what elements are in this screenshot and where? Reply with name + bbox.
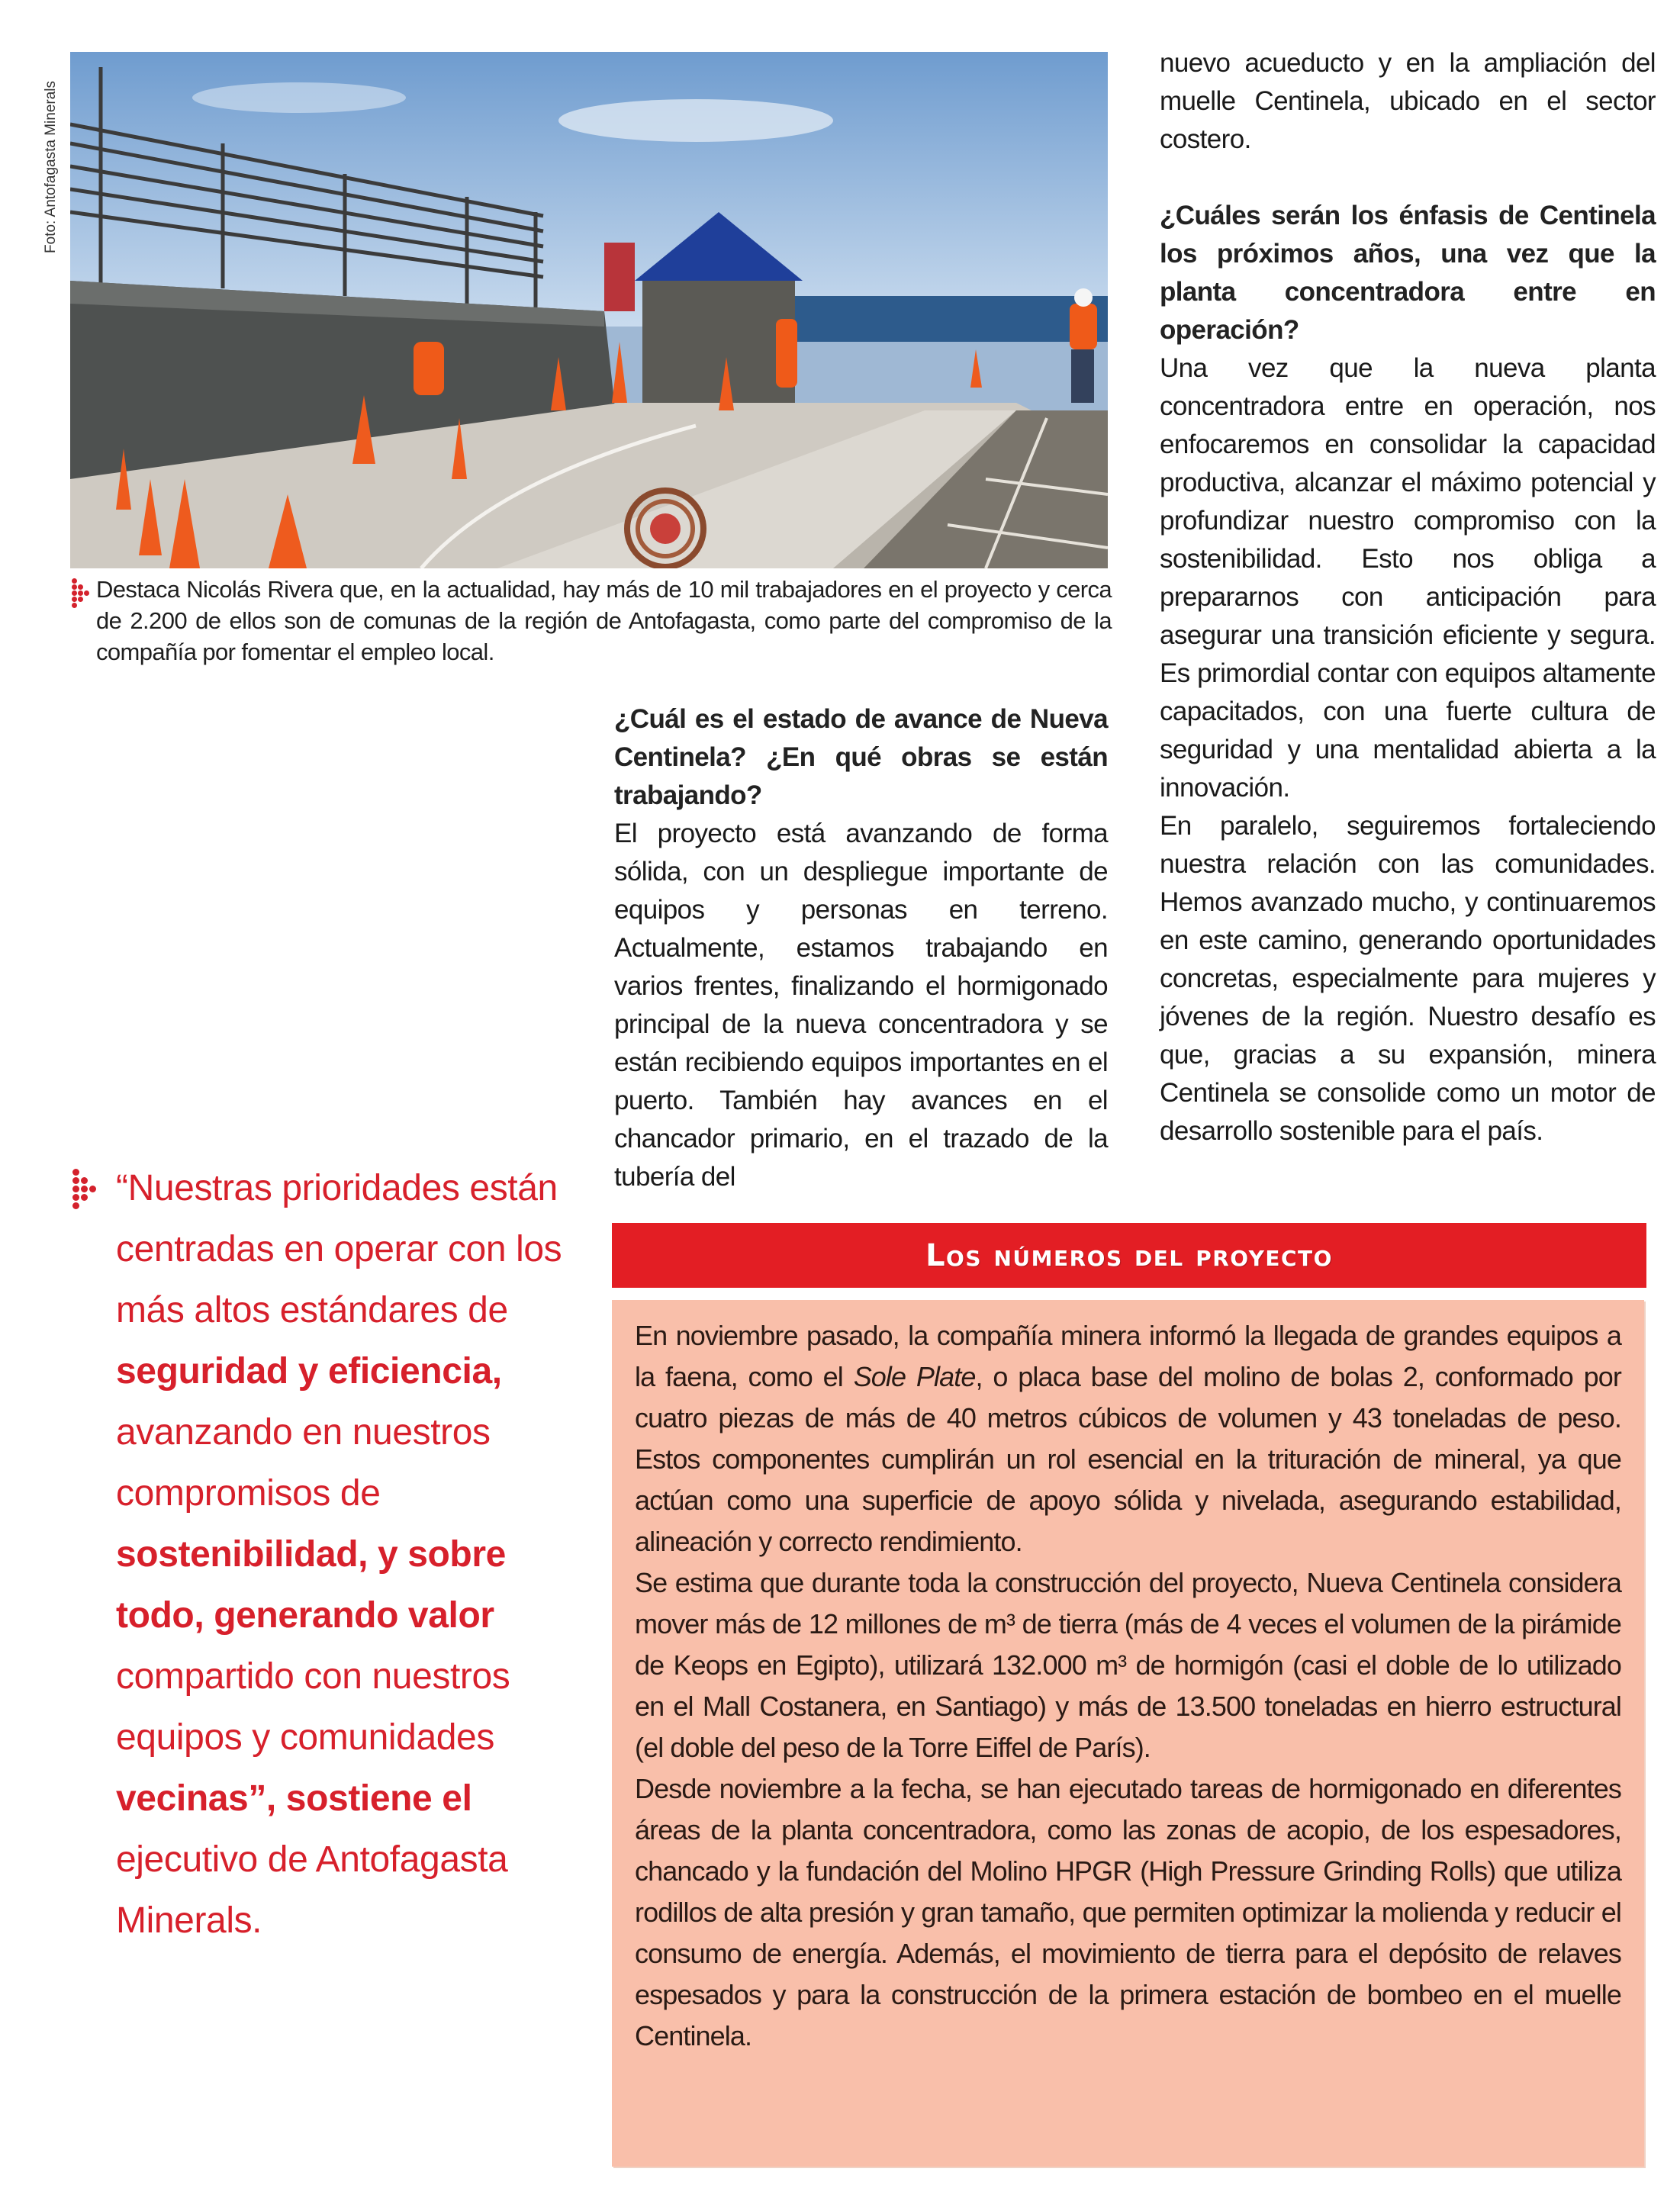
italic-term: Sole Plate	[853, 1361, 976, 1392]
quote-segment: “Nuestras prioridades están centradas en operar con los más altos estándares de	[116, 1168, 562, 1330]
interview-answer-paragraph-1: Una vez que la nueva planta concentradora entre en operación, nos enfocaremos en consolidar la capacidad productiva, alcanzar el máximo potencial y profundizar nuestro compromiso con la sostenibilidad. Esto nos obliga a prepararnos con anticipación para asegurar una transición eficiente y segura. Es primordial contar con equipos altamente capacitados, con una fuerte cultura de seguridad y una mentalidad abierta a la innovación.	[1160, 353, 1656, 803]
text-segment: , o placa base del molino de bolas 2, conformado por cuatro piezas de más de 40 metros cúbicos de volumen y 43 toneladas de peso. Estos componentes cumplirán un rol esencial en la trituración de mineral, ya que actúan como una superficie de apoyo sólida y nivelada, asegurando estabilidad, alineación y correcto rendimiento.	[635, 1361, 1621, 1557]
interview-question: ¿Cuáles serán los énfasis de Centinela los próximos años, una vez que la planta concentradora entre en operación?	[1160, 201, 1656, 345]
sidebar-title: Los números del proyecto	[925, 1237, 1333, 1273]
quote-segment: compartido con nuestros equipos y comunidades	[116, 1656, 510, 1758]
quote-emphasis: vecinas”, sostiene el	[116, 1778, 472, 1819]
photo-credit	[41, 55, 61, 253]
article-photo	[70, 52, 1108, 568]
article-column-middle	[614, 700, 1108, 1196]
photo-credit-text: Foto: Antofagasta Minerals	[43, 80, 59, 253]
interview-question: ¿Cuál es el estado de avance de Nueva Centinela? ¿En qué obras se están trabajando?	[614, 704, 1108, 810]
sidebar-box	[612, 1300, 1644, 2167]
text-segment: En noviembre pasado, la compañía minera informó la llegada de grandes equipos a la faena, como el	[635, 1320, 1621, 1392]
answer-continuation: nuevo acueducto y en la ampliación del muelle Centinela, ubicado en el sector costero.	[1160, 48, 1656, 154]
dot-arrow-bullet-icon	[72, 578, 90, 609]
quote-segment: ejecutivo de Antofagasta Minerals.	[116, 1839, 508, 1941]
photo-caption	[70, 574, 1112, 668]
quote-emphasis: sostenibilidad, y sobre todo, generando valor	[116, 1534, 506, 1636]
pull-quote	[69, 1158, 587, 1952]
sidebar-paragraph-2: Se estima que durante toda la construcción del proyecto, Nueva Centinela considera mover más de 12 millones de m³ de tierra (más de 4 veces el volumen de la pirámide de Keops en Egipto), utilizará 132.000 m³ de hormigón (casi el doble de lo utilizado en el Mall Costanera, en Santiago) y más de 13.500 toneladas en hierro estructural (el doble del peso de la Torre Eiffel de París).	[635, 1567, 1621, 1763]
caption-text: Destaca Nicolás Rivera que, en la actualidad, hay más de 10 mil trabajadores en el proyecto y cerca de 2.200 de ellos son de comunas de la región de Antofagasta, como parte del compromiso de la compañía por fomentar el empleo local.	[96, 576, 1112, 665]
article-column-right	[1160, 44, 1656, 1150]
interview-answer: El proyecto está avanzando de forma sólida, con un despliegue importante de equipos y personas en terreno. Actualmente, estamos trabajando en varios frentes, finalizando el hormigonado principal de la nueva concentradora y se están recibiendo equipos importantes en el puerto. También hay avances en el chancador primario, en el trazado de la tubería del	[614, 819, 1108, 1192]
sidebar-paragraph-3: Desde noviembre a la fecha, se han ejecutado tareas de hormigonado en diferentes áreas de la planta concentradora, como las zonas de acopio, de los espesadores, chancado y la fundación del Molino HPGR (High Pressure Grinding Rolls) que utiliza rodillos de alta presión y gran tamaño, que permiten optimizar la molienda y reducir el consumo de energía. Además, el movimiento de tierra para el depósito de relaves espesados y para la construcción de la primera estación de bombeo en el muelle Centinela.	[635, 1773, 1621, 2051]
quote-segment: avanzando en nuestros compromisos de	[116, 1412, 491, 1514]
quote-emphasis: seguridad y eficiencia,	[116, 1351, 502, 1392]
construction-site-illustration	[70, 52, 1108, 568]
dot-arrow-bullet-icon	[72, 1169, 98, 1215]
sidebar-title-banner	[612, 1223, 1646, 1288]
interview-answer-paragraph-2: En paralelo, seguiremos fortaleciendo nuestra relación con las comunidades. Hemos avanzado mucho, y continuaremos en este camino, generando oportunidades concretas, especialmente para mujeres y jóvenes de la región. Nuestro desafío es que, gracias a su expansión, minera Centinela se consolide como un motor de desarrollo sostenible para el país.	[1160, 811, 1656, 1146]
pull-quote-text	[116, 1158, 587, 1952]
sidebar-paragraph-1	[635, 1315, 1621, 1562]
